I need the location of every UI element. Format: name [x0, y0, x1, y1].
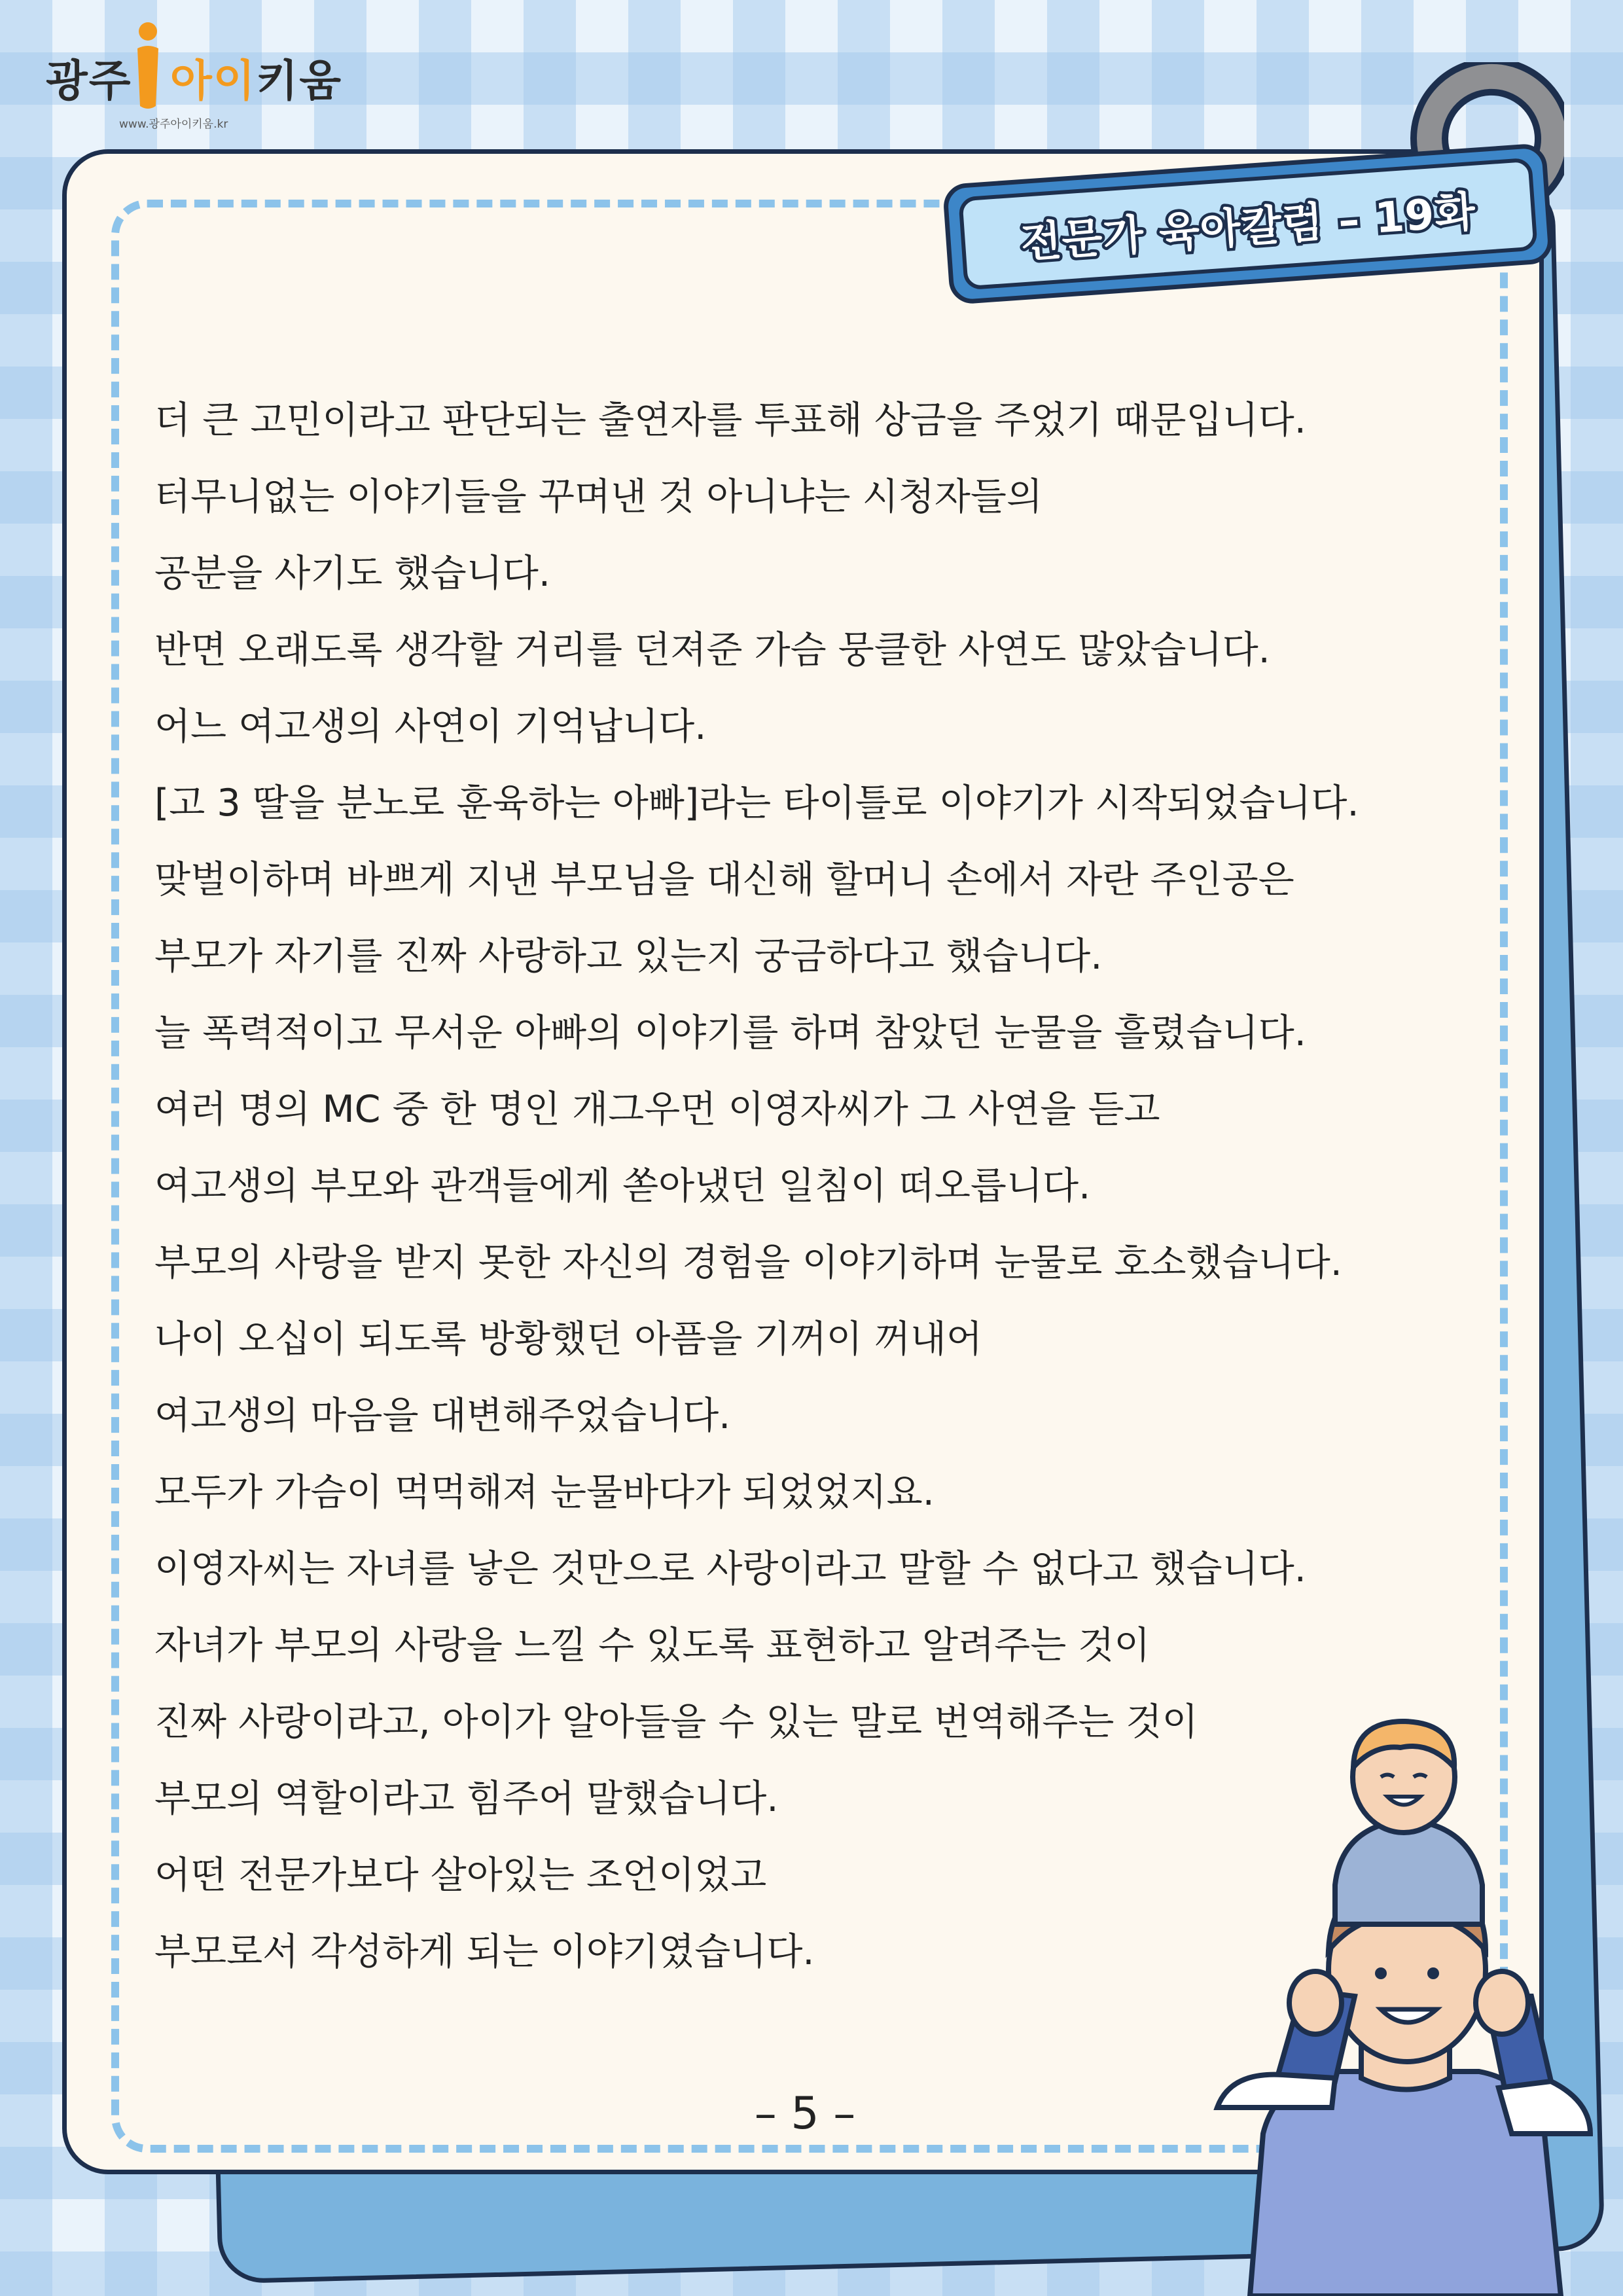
body-line: 모두가 가슴이 먹먹해져 눈물바다가 되었었지요.	[154, 1471, 935, 1514]
body-line: 맞벌이하며 바쁘게 지낸 부모님을 대신해 할머니 손에서 자란 주인공은	[154, 858, 1294, 901]
page-number: – 5 –	[754, 2088, 856, 2140]
body-line: 자녀가 부모의 사랑을 느낄 수 있도록 표현하고 알려주는 것이	[154, 1624, 1150, 1667]
body-line: 어느 여고생의 사연이 기억납니다.	[154, 705, 707, 748]
body-line: 여고생의 마음을 대변해주었습니다.	[154, 1394, 731, 1437]
body-line: 터무니없는 이야기들을 꾸며낸 것 아니냐는 시청자들의	[154, 475, 1043, 518]
body-line: 부모의 역할이라고 힘주어 말했습니다.	[154, 1777, 779, 1820]
logo-person-icon	[130, 20, 166, 111]
body-line: 나이 오십이 되도록 방황했던 아픔을 기꺼이 꺼내어	[154, 1318, 983, 1361]
body-line: 진짜 사랑이라고, 아이가 알아들을 수 있는 말로 번역해주는 것이	[154, 1700, 1198, 1744]
body-line: 부모가 자기를 진짜 사랑하고 있는지 궁금하다고 했습니다.	[154, 935, 1103, 978]
body-line: 어떤 전문가보다 살아있는 조언이었고	[154, 1854, 767, 1897]
father-child-illustration	[1204, 1715, 1610, 2296]
body-line: 이영자씨는 자녀를 낳은 것만으로 사랑이라고 말할 수 없다고 했습니다.	[154, 1547, 1306, 1590]
body-line: 공분을 사기도 했습니다.	[154, 552, 550, 595]
body-line: 부모로서 각성하게 되는 이야기였습니다.	[154, 1930, 815, 1973]
body-line: 여고생의 부모와 관객들에게 쏟아냈던 일침이 떠오릅니다.	[154, 1164, 1091, 1208]
body-line: 늘 폭력적이고 무서운 아빠의 이야기를 하며 참았던 눈물을 흘렸습니다.	[154, 1011, 1306, 1054]
brand-logo	[46, 20, 347, 137]
body-line: [고 3 딸을 분노로 훈육하는 아빠]라는 타이틀로 이야기가 시작되었습니다.	[154, 781, 1359, 825]
body-line: 더 큰 고민이라고 판단되는 출연자를 투표해 상금을 주었기 때문입니다.	[154, 399, 1306, 442]
body-line: 부모의 사랑을 받지 못한 자신의 경험을 이야기하며 눈물로 호소했습니다.	[154, 1241, 1342, 1284]
column-title: 전문가 육아칼럼 – 19화	[1019, 187, 1478, 268]
logo-text-right: 아이키움	[170, 56, 343, 106]
body-line: 여러 명의 MC 중 한 명인 개그우먼 이영자씨가 그 사연을 듣고	[154, 1088, 1160, 1131]
logo-url: www.광주아이키움.kr	[119, 118, 228, 131]
body-line: 반면 오래도록 생각할 거리를 던져준 가슴 뭉클한 사연도 많았습니다.	[154, 628, 1270, 672]
logo-text-left: 광주	[46, 56, 132, 106]
